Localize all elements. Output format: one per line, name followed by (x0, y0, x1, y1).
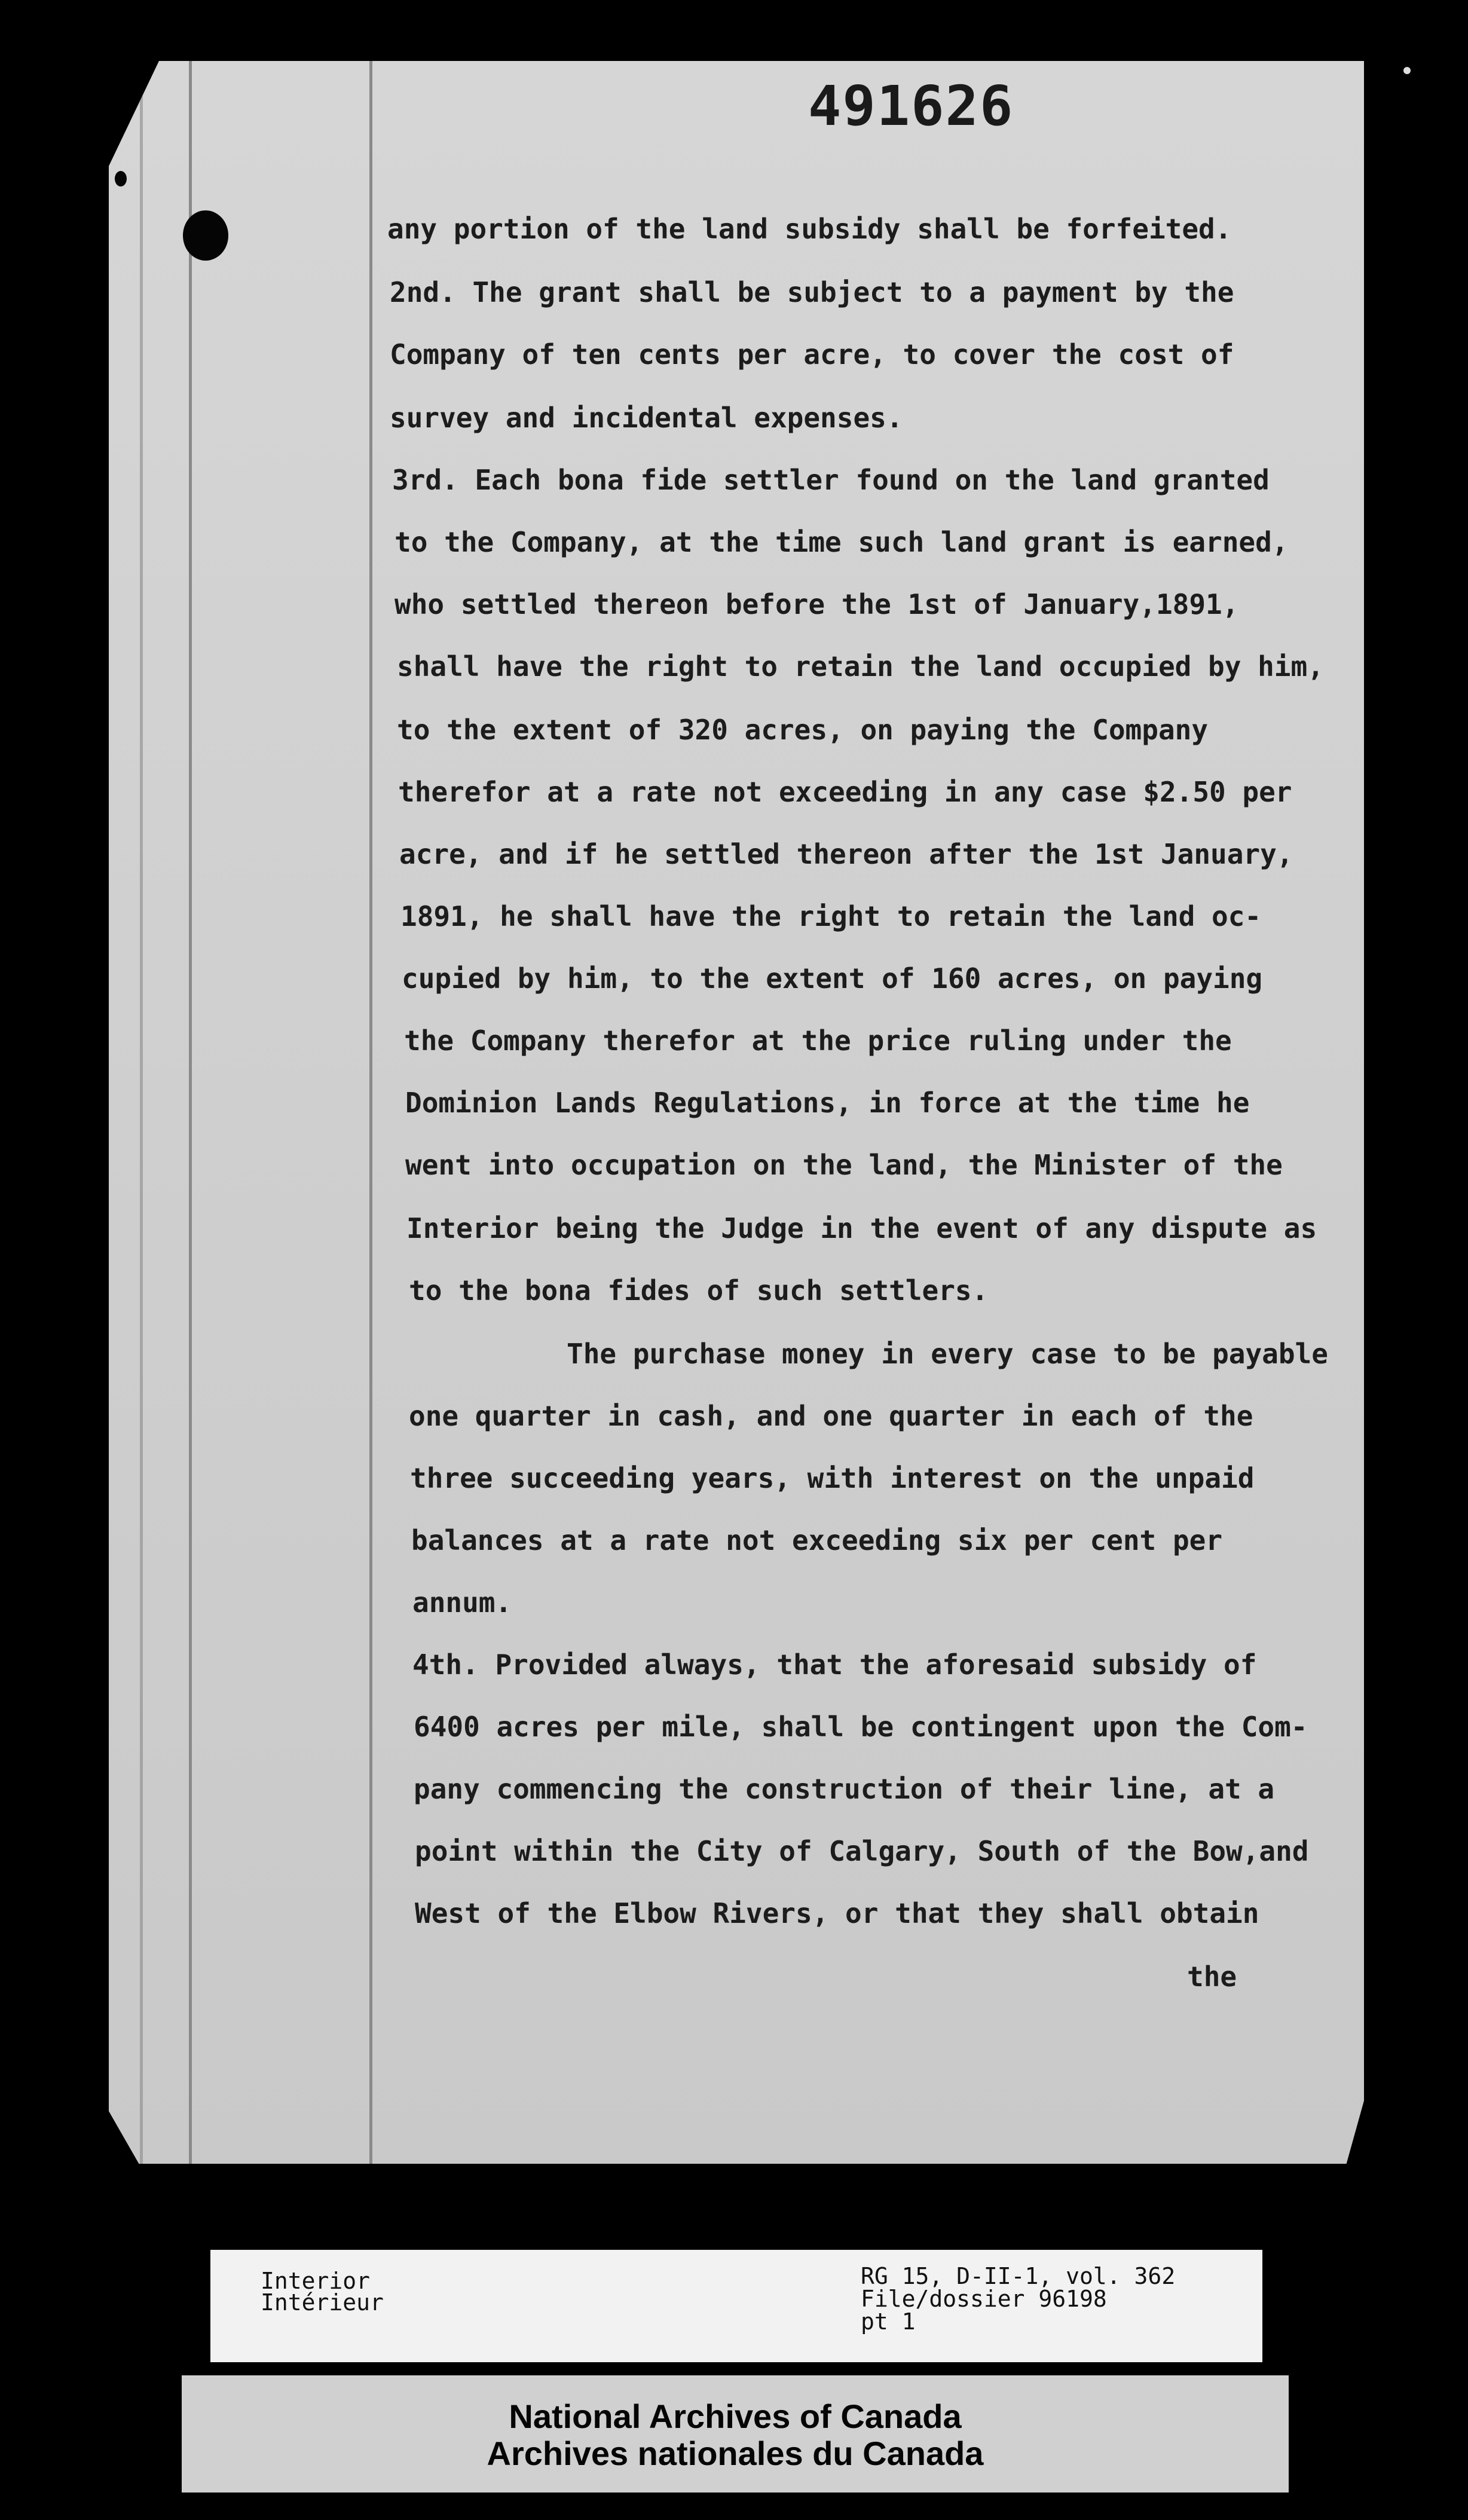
text-line: The purchase money in every case to be payable (567, 1338, 1328, 1370)
text-line: cupied by him, to the extent of 160 acres, on paying (402, 962, 1263, 995)
text-line: who settled thereon before the 1st of January,1891, (394, 588, 1239, 620)
text-line: annum. (412, 1586, 512, 1619)
department-en: Interior (261, 2268, 371, 2294)
text-line: three succeeding years, with interest on the unpaid (410, 1462, 1255, 1494)
text-line: went into occupation on the land, the Minister of the (405, 1149, 1283, 1181)
text-line: any portion of the land subsidy shall be forfeited. (387, 213, 1232, 245)
text-line: Company of ten cents per acre, to cover the cost of (390, 338, 1234, 371)
archives-name-fr: Archives nationales du Canada (487, 2435, 984, 2472)
text-line: one quarter in cash, and one quarter in each of the (409, 1400, 1253, 1432)
reference-line-2: File/dossier 96198 (861, 2286, 1107, 2312)
text-line: 6400 acres per mile, shall be contingent upon the Com- (414, 1711, 1308, 1743)
reference-label (210, 2250, 1262, 2362)
text-line: therefor at a rate not exceeding in any case $2.50 per (398, 776, 1292, 808)
text-line: acre, and if he settled thereon after the 1st January, (399, 838, 1293, 870)
archives-name-en: National Archives of Canada (509, 2397, 962, 2435)
text-line: Dominion Lands Regulations, in force at the time he (405, 1087, 1250, 1119)
text-line: 4th. Provided always, that the aforesaid subsidy of (412, 1649, 1257, 1681)
text-line: balances at a rate not exceeding six per cent per (411, 1524, 1223, 1556)
reference-line-1: RG 15, D-II-1, vol. 362 (861, 2263, 1176, 2289)
archives-banner (182, 2375, 1289, 2493)
department-fr: Intérieur (261, 2289, 384, 2316)
text-line: West of the Elbow Rivers, or that they shall obtain (415, 1897, 1259, 1929)
text-line: survey and incidental expenses. (390, 402, 903, 434)
text-line: 2nd. The grant shall be subject to a payment by the (390, 276, 1234, 308)
text-line: the Company therefor at the price ruling under the (404, 1024, 1232, 1057)
text-line: to the extent of 320 acres, on paying the Company (397, 714, 1209, 746)
text-line: Interior being the Judge in the event of any dispute as (406, 1212, 1317, 1244)
punch-hole-large (183, 210, 228, 261)
text-line: the (1187, 1961, 1237, 1993)
margin-line (369, 61, 372, 2164)
text-line: to the Company, at the time such land grant is earned, (394, 526, 1289, 558)
fold-line-left (140, 61, 143, 2164)
punch-hole-small (115, 171, 127, 186)
text-line: to the bona fides of such settlers. (409, 1274, 989, 1307)
scan-speck (1403, 67, 1411, 74)
text-line: shall have the right to retain the land occupied by him, (397, 650, 1324, 683)
fold-line-inner (189, 61, 192, 2164)
document-number: 491626 (808, 74, 1014, 138)
text-line: 1891, he shall have the right to retain the land oc- (400, 900, 1262, 932)
text-line: pany commencing the construction of their line, at a (414, 1773, 1275, 1805)
reference-line-3: pt 1 (861, 2308, 916, 2335)
text-line: 3rd. Each bona fide settler found on the land granted (392, 464, 1270, 496)
text-line: point within the City of Calgary, South of the Bow,and (415, 1835, 1309, 1867)
